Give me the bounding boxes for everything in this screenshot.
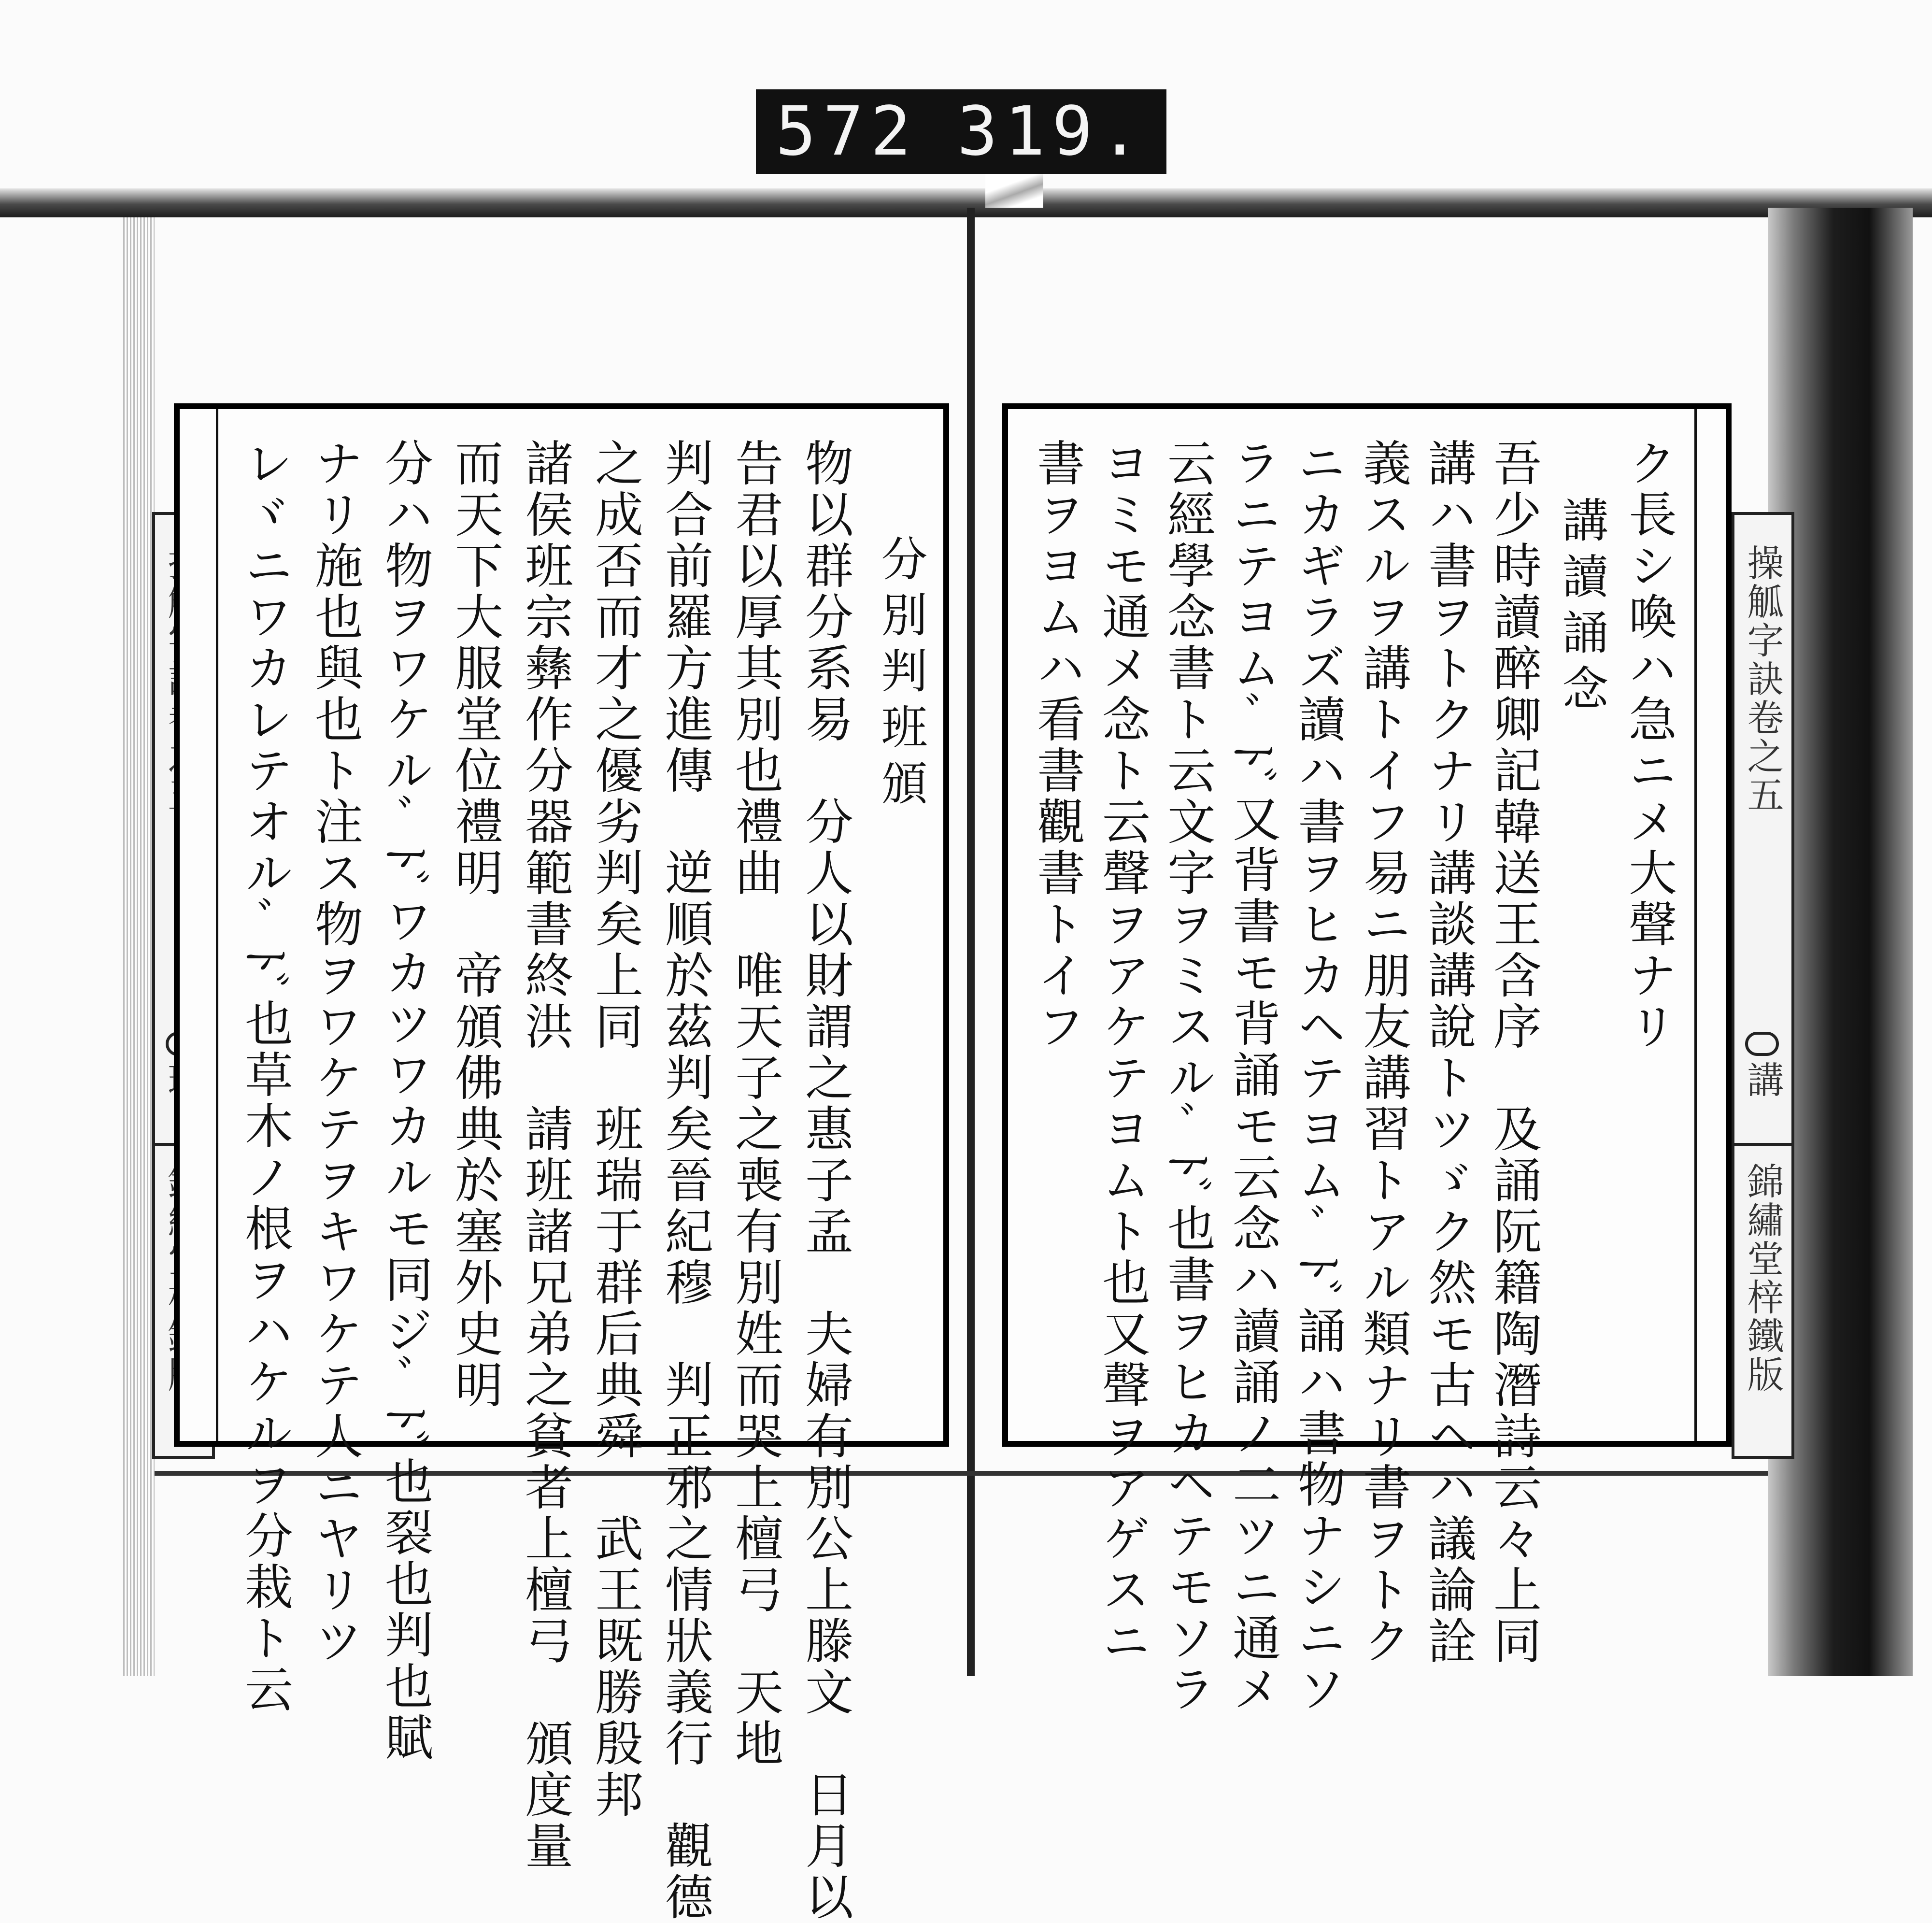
left-inner-rule [216,409,218,1441]
right-col-9: 書ヲヨムハ看書觀書トイフ [1029,438,1085,1053]
left-col-3: 判合前羅方進傳 逆順於茲判矣晉紀穆 判正邪之情狀義行 觀德 [657,438,713,1923]
right-tab-publisher: 錦繡堂梓鐵版 [1741,1162,1784,1394]
right-inner-rule [1694,409,1697,1441]
right-col-4: 義スルヲ講トイフ易ニ朋友講習トアル類ナリ書ヲトク [1355,438,1411,1667]
left-col-4: 之成否而才之優劣判矣上同 班瑞于群后典舜 武王既勝殷邦 [587,438,643,1821]
right-tab-title: 操觚字訣卷之五 [1741,544,1784,814]
scan-binding-strip [0,188,1932,217]
id-right-number: 319. [957,92,1147,171]
catalog-id-label [756,89,1166,174]
right-heading: 講讀誦念 [1555,496,1609,720]
right-col-8: ヨミモ通メ念ト云聲ヲアケテヨムト也又聲ヲアゲスニ [1094,438,1151,1667]
folded-leaf-corner [985,169,1043,208]
right-tab-section: 講 [1741,1061,1784,1099]
book-spine [967,208,975,1676]
right-col-1: ク長シ喚ハ急ニメ大聲ナリ [1620,438,1677,1053]
right-col-2: 吾少時讀醉卿記韓送王含序 及誦阮籍陶潛詩云々上同 [1485,438,1542,1667]
left-page-text-block [174,403,949,1923]
right-tab-divider [1734,1143,1791,1146]
left-heading: 分別判班頒 [874,535,928,815]
left-col-5: 諸侯班宗彝作分器範書終洪 請班諸兄弟之貧者上檀弓 頒度量 [517,438,573,1872]
left-col-9: レヾニワカレテオルﾞﾄﾞ也草木ノ根ヲハケルヲ分栽ト云 [237,438,293,1715]
left-fore-edge [123,217,155,1676]
right-col-3: 講ハ書ヲトクナリ講談講說トツゞク然モ古ヘハ議論詮 [1420,438,1477,1667]
left-col-8: ナリ施也與也ト注ス物ヲワケテヲキワケテ人ニヤリツ [307,438,363,1667]
right-col-5: ニカギラズ讀ハ書ヲヒカヘテヨムﾞﾄﾞ誦ハ書物ナシニソ [1290,438,1346,1715]
right-page-side-tab [1732,512,1794,1459]
right-col-7: 云經學念書ト云文字ヲミスルﾞﾄﾞ也書ヲヒカヘテモソラ [1159,438,1216,1715]
right-col-6: ラニテヨムﾞﾄﾞ又背書モ背誦モ云念ハ讀誦ノ二ツニ通メ [1224,438,1281,1715]
left-col-6: 而天下大服堂位禮明 帝頒佛典於塞外史明 [447,438,503,1411]
id-left-number: 572 [775,92,918,171]
left-col-2: 告君以厚其別也禮曲 唯天子之喪有別姓而哭上檀弓 天地 [727,438,783,1769]
left-col-7: 分ハ物ヲワケルﾞﾄﾞワカツワカルモ同ジﾞﾄﾞ也裂也判也賦 [377,438,433,1764]
left-col-1: 物以群分系易 分人以財謂之惠子孟 夫婦有別公上滕文 日月以 [797,438,853,1923]
right-tab-mark [1745,1032,1779,1056]
right-page-text-block [1002,403,1732,1715]
